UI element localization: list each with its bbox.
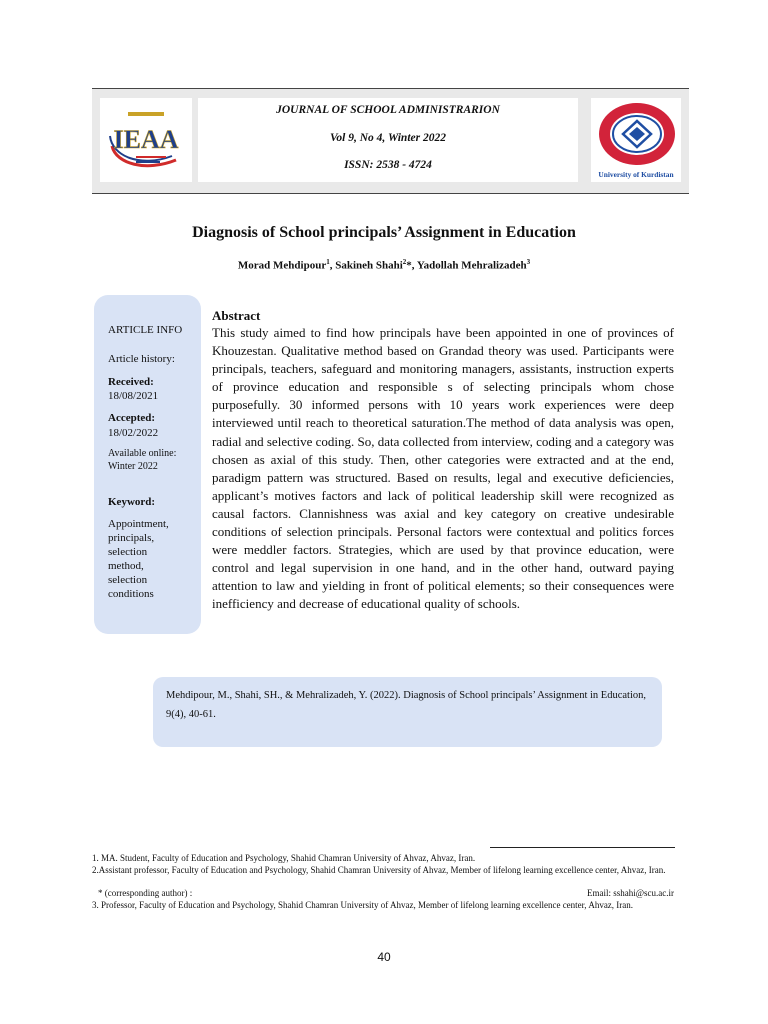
abstract-heading: Abstract <box>212 308 261 323</box>
university-logo <box>591 98 681 182</box>
article-info-sidebar <box>94 295 201 634</box>
footnote-1: 1. MA. Student, Faculty of Education and Psychology, Shahid Chamran University of Ahvaz, Ahvaz, Iran. <box>92 853 476 863</box>
author-name: Sakineh Shahi <box>335 259 403 272</box>
journal-volume: Vol 9, No 4, Winter 2022 <box>330 132 446 144</box>
ieaa-logo <box>100 98 192 182</box>
ieaa-logo-text: IEAA <box>113 125 179 154</box>
available-online-date: Winter 2022 <box>108 461 158 472</box>
author-separator: *, <box>406 259 417 272</box>
journal-info <box>198 98 578 182</box>
page-number: 40 <box>377 950 391 964</box>
author-list <box>0 258 768 272</box>
accepted-date: 18/02/2022 <box>108 427 159 439</box>
author-affiliation: 2 <box>402 258 407 266</box>
journal-name: JOURNAL OF SCHOOL ADMINISTRARION <box>276 104 500 116</box>
corresponding-email: Email: sshahi@scu.ac.ir <box>586 888 674 898</box>
footnote-rule <box>490 847 675 848</box>
author-affiliation: 3 <box>526 258 531 266</box>
article-info-label: ARTICLE INFO <box>108 324 183 336</box>
author-separator: , <box>329 259 336 272</box>
article-title: Diagnosis of School principals’ Assignment in Education <box>192 224 576 241</box>
ieaa-logo-icon <box>106 106 186 174</box>
author-affiliation: 1 <box>326 258 330 266</box>
corresponding-author-note: * (corresponding author) : <box>98 888 193 898</box>
author-name: Yadollah Mehralizadeh <box>416 259 527 272</box>
journal-issn: ISSN: 2538 - 4724 <box>344 159 432 171</box>
author-name: Morad Mehdipour <box>237 259 327 272</box>
received-label: Received: <box>108 376 154 388</box>
keyword-list: Appointment, principals, selection method, selection conditions <box>108 518 169 600</box>
footnote-2: 2.Assistant professor, Faculty of Education and Psychology, Shahid Chamran University of Ahvaz, Member of lifelong learning excellence center, Ahvaz, Iran. <box>92 865 666 875</box>
university-seal-icon <box>597 101 677 167</box>
accepted-label: Accepted: <box>108 412 156 424</box>
received-date: 18/08/2021 <box>108 390 159 402</box>
available-online-label: Available online: <box>108 448 177 459</box>
journal-header <box>92 88 689 194</box>
university-caption: University of Kurdistan <box>598 170 674 179</box>
citation-text: Mehdipour, M., Shahi, SH., & Mehralizadeh, Y. (2022). Diagnosis of School principals’ Assignment in Education, 9(4), 40-61. <box>166 690 646 720</box>
footnote-3: 3. Professor, Faculty of Education and Psychology, Shahid Chamran University of Ahvaz, Member of lifelong learning excellence center, Ahvaz, Iran. <box>92 900 634 910</box>
keyword-label: Keyword: <box>108 496 156 508</box>
citation-box <box>153 677 662 747</box>
abstract-text: This study aimed to find how principals have been appointed in one of provinces of Khouzestan. Qualitative method based on Grandad theory was used. Participants were principals, teachers, safeguard and monitoring managers, assistants, instruction experts of province education and responsible s of selecting principals whom chose purposefully. 30 informed persons with 10 years work experiences were deep interviewed until reach to theoretical saturation.The method of data analysis was open, radial and selective coding. So, data collected from interview, coding and a category was chosen as axial of this study. Then, other categories were extracted and at the end, paradigm pattern was structured. Based on results, legal and executive deficiencies, applicant’s motives factors and lack of political leadership skill were recognized as causal factors. Clannishness was axial and key category on creative undesirable conditions of selection principals. Personal factors were contextual and politics forces were meddler factors. Strategies, which are used by that province education, were control and legal supervision in one hand, and in the other hand, outward paying attention to law and yielding in front of political elements; so their consequences were inefficiency and decrease of educational quality of schools. <box>212 325 674 612</box>
article-history-label: Article history: <box>108 353 175 365</box>
